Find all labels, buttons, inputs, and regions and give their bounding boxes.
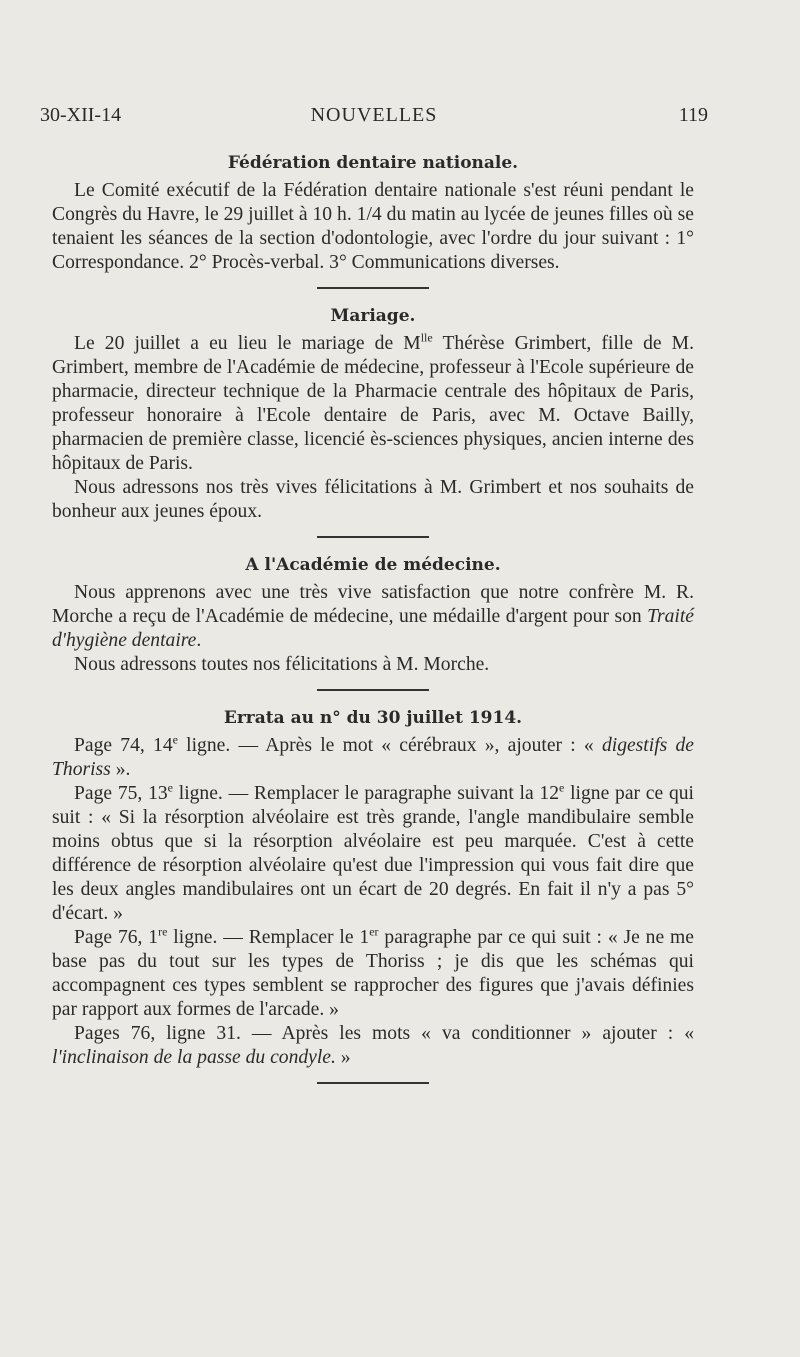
federation-paragraph: Le Comité exécutif de la Fédération dentaire nationale s'est réuni pendant le Congrès du Havre, le 29 juillet à 10 h. 1/4 du matin au lycée de jeunes filles où se tenaient les séances de la section d'odontologie, avec l'ordre du jour suivant : 1° Correspondance. 2° Procès-verbal. 3° Communications diverses. [52,180,694,273]
text-run: Page 74, 14 [74,735,173,756]
text-run: . [196,630,202,651]
errata-item-2 [52,782,694,926]
superscript: er [369,924,379,939]
italic-text: l'inclinaison de la passe du condyle. [52,1047,336,1068]
section-title-errata: Errata au n° du 30 juillet 1914. [223,708,523,728]
header-date: 30-XII-14 [40,104,122,126]
superscript: e [559,780,565,795]
text-run: ligne. — Remplacer le paragraphe suivant la 12 [173,783,560,804]
section-divider [317,689,429,691]
text-run: ». [110,759,131,780]
text-run: paragraphe par ce qui suit : « Je ne me base pas du tout sur les types de Thoriss ; je dis que les schémas qui accompagnent ces types semblent se rapprocher des figures que j'avais définies par rapport aux formes de l'arcade. » [52,927,694,1020]
italic-text: digestifs de Thoriss [52,735,694,780]
superscript: re [158,924,168,939]
text-run: ligne par ce qui suit : « Si la résorption alvéolaire est très grande, l'angle mandibulaire semble moins obtus que si la résorption alvéolaire est peu marquée. C'est à cette différence de résorption alvéolaire qu'est due l'impression qui vous fait dire que les deux angles mandibulaires ont un écart de 20 degrés. En fait il n'y a pas 5° d'écart. » [52,783,694,924]
mariage-paragraph [52,332,694,476]
academie-paragraph-2: Nous adressons toutes nos félicitations à M. Morche. [74,654,490,675]
text-run: Thérèse Grimbert, fille de M. Grimbert, membre de l'Académie de médecine, professeur à l'Ecole supérieure de pharmacie, directeur technique de la Pharmacie centrale des hôpitaux de Paris, professeur honoraire à l'Ecole dentaire de Paris, avec M. Octave Bailly, pharmacien de première classe, licencié ès-sciences physiques, ancien interne des hôpitaux de Paris. [52,333,694,474]
italic-title: Traité d'hygiène dentaire [52,606,694,651]
text-run: Page 76, 1 [74,927,159,948]
superscript: e [167,780,173,795]
superscript: lle [420,330,433,345]
text-run: ligne. — Après le mot « cérébraux », ajouter : « [177,735,602,756]
section-title-federation: Fédération dentaire nationale. [227,153,519,173]
section-title-academie: A l'Académie de médecine. [245,555,501,575]
errata-item-1 [52,734,694,782]
mariage-paragraph-2: Nous adressons nos très vives félicitations à M. Grimbert et nos souhaits de bonheur aux jeunes époux. [52,477,694,522]
section-title-mariage: Mariage. [330,306,416,326]
text-run: ligne. — Remplacer le 1 [167,927,370,948]
header-section: NOUVELLES [310,104,438,126]
section-divider [317,536,429,538]
text-run: Nous apprenons avec une très vive satisfaction que notre confrère M. R. Morche a reçu de l'Académie de médecine, une médaille d'argent pour son [52,582,694,627]
section-divider [317,1082,429,1084]
section-divider [317,287,429,289]
text-run: Pages 76, ligne 31. — Après les mots « va conditionner » ajouter : « [74,1023,694,1044]
text-run: » [335,1047,351,1068]
text-run: Le 20 juillet a eu lieu le mariage de M [74,333,421,354]
errata-item-4 [52,1022,694,1070]
academie-paragraph [52,581,694,653]
page-number: 119 [678,104,708,126]
text-run: Page 75, 13 [74,783,168,804]
errata-item-3 [52,926,694,1022]
superscript: e [172,732,178,747]
running-header [40,104,708,134]
article-body [52,150,694,1098]
